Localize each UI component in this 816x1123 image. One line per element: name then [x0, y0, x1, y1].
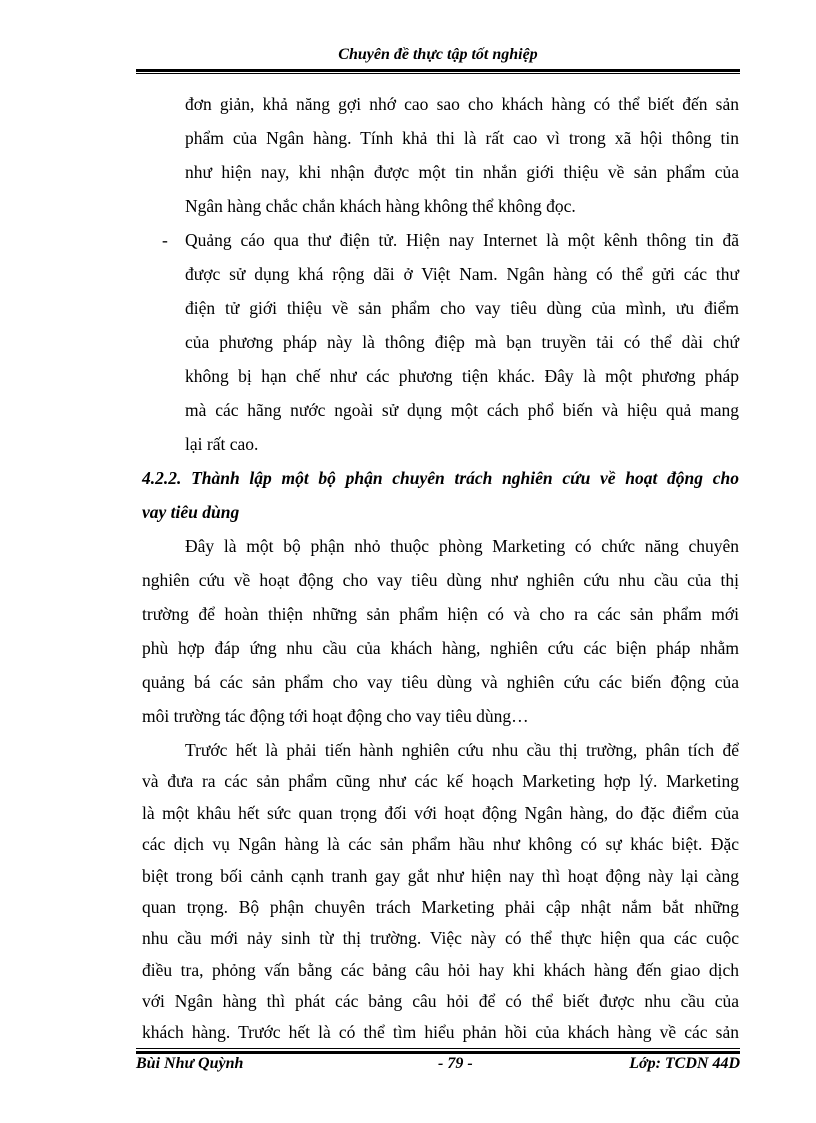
- bullet-dash: -: [162, 230, 168, 250]
- text-line: Quảng cáo qua thư điện tử. Hiện nay Internet là một kênh thông tin đã: [185, 230, 739, 250]
- header-divider-thin: [136, 73, 740, 74]
- text-line: của phương pháp này là thông điệp mà bạn truyền tải có thể dài chứ: [185, 332, 739, 352]
- footer-page-number: - 79 -: [438, 1055, 473, 1072]
- text-line: Trước hết là phải tiến hành nghiên cứu nhu cầu thị trường, phân tích để: [185, 740, 739, 760]
- footer-divider: [136, 1051, 740, 1054]
- text-line: Đây là một bộ phận nhỏ thuộc phòng Marketing có chức năng chuyên: [185, 536, 739, 556]
- text-line: Ngân hàng chắc chắn khách hàng không thể không đọc.: [185, 196, 576, 216]
- text-line: phẩm của Ngân hàng. Tính khả thi là rất cao vì trong xã hội thông tin: [185, 128, 739, 148]
- text-line: đơn giản, khả năng gợi nhớ cao sao cho khách hàng có thể biết đến sản: [185, 94, 739, 114]
- page-header-title: Chuyên đề thực tập tốt nghiệp: [338, 46, 538, 63]
- section-heading: vay tiêu dùng: [142, 502, 240, 522]
- text-line: là một khâu hết sức quan trọng đối với hoạt động Ngân hàng, do đặc điểm của: [142, 802, 739, 823]
- text-line: lại rất cao.: [185, 434, 259, 454]
- text-line: môi trường tác động tới hoạt động cho vay tiêu dùng…: [142, 706, 529, 726]
- text-line: mà các hãng nước ngoài sử dụng một cách phổ biến và hiệu quả mang: [185, 400, 739, 420]
- text-line: và đưa ra các sản phẩm cũng như các kế hoạch Marketing hợp lý. Marketing: [142, 771, 739, 792]
- text-line: nhu cầu mới nảy sinh từ thị trường. Việc này có thể thực hiện qua các cuộc: [142, 928, 739, 949]
- section-heading: 4.2.2. Thành lập một bộ phận chuyên trách nghiên cứu về hoạt động cho: [142, 468, 739, 488]
- text-line: nghiên cứu về hoạt động cho vay tiêu dùng như nghiên cứu nhu cầu của thị: [142, 570, 739, 590]
- text-line: không bị hạn chế như các phương tiện khác. Đây là một phương pháp: [185, 366, 739, 386]
- text-line: được sử dụng khá rộng dãi ở Việt Nam. Ngân hàng có thể gửi các thư: [185, 264, 739, 284]
- text-line: biệt trong bối cảnh cạnh tranh gay gắt như hiện nay thì hoạt động này lại càng: [142, 865, 739, 886]
- text-line: với Ngân hàng thì phát các bảng câu hỏi để có thể biết được nhu cầu của: [142, 991, 739, 1012]
- footer-divider-thin: [136, 1048, 740, 1049]
- footer-class: Lớp: TCDN 44D: [629, 1055, 740, 1072]
- text-line: quảng bá các sản phẩm cho vay tiêu dùng và nghiên cứu các biến động của: [142, 672, 739, 692]
- text-line: khách hàng. Trước hết là có thể tìm hiểu phản hồi của khách hàng về các sản: [142, 1022, 739, 1042]
- header-divider: [136, 69, 740, 72]
- text-line: trường để hoàn thiện những sản phẩm hiện có và cho ra các sản phẩm mới: [142, 604, 739, 624]
- text-line: điện tử giới thiệu về sản phẩm cho vay tiêu dùng của mình, ưu điểm: [185, 298, 739, 318]
- text-line: điều tra, phỏng vấn bằng các bảng câu hỏi hay khi khách hàng đến giao dịch: [142, 959, 739, 980]
- text-line: phù hợp đáp ứng nhu cầu của khách hàng, nghiên cứu các biện pháp nhằm: [142, 638, 739, 658]
- text-line: các dịch vụ Ngân hàng là các sản phẩm hầu như không có sự khác biệt. Đặc: [142, 834, 739, 855]
- text-line: quan trọng. Bộ phận chuyên trách Marketing phải cập nhật nắm bắt những: [142, 897, 739, 917]
- footer-author: Bùi Như Quỳnh: [136, 1055, 244, 1072]
- text-line: như hiện nay, khi nhận được một tin nhắn giới thiệu về sản phẩm của: [185, 162, 739, 182]
